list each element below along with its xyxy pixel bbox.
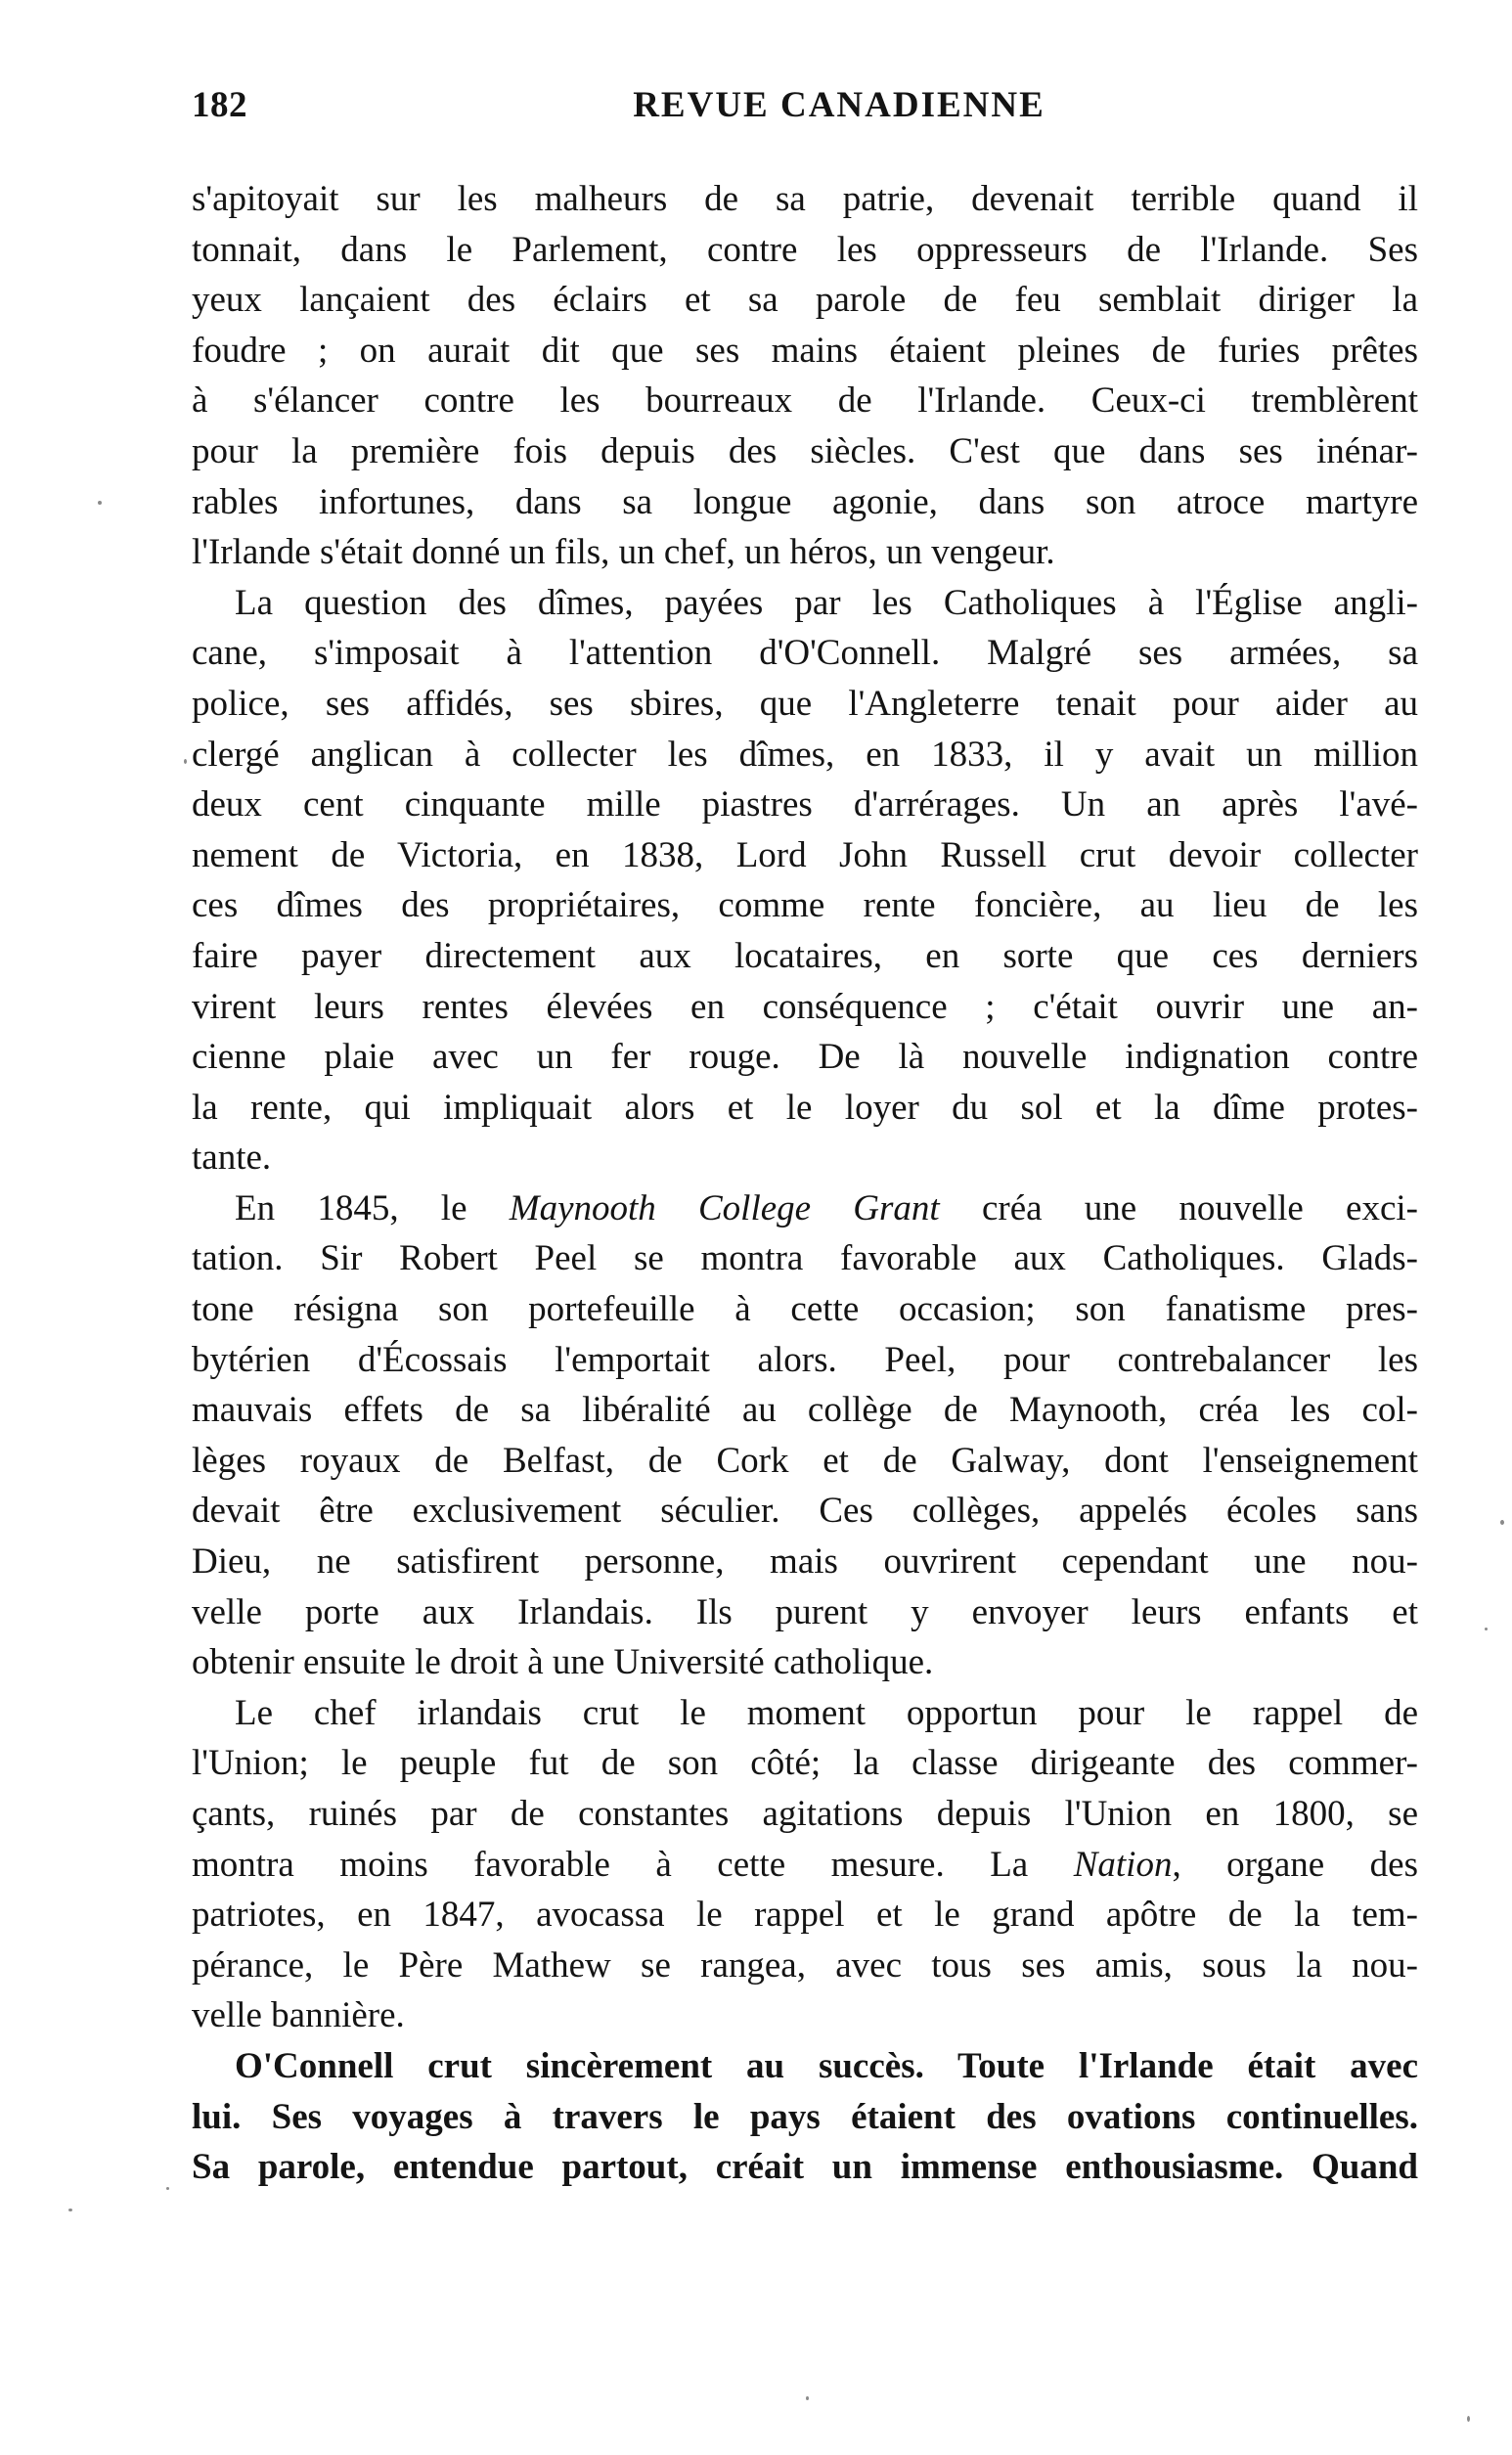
- text-line: rables infortunes, dans sa longue agonie, dans son atroce martyre: [192, 481, 1418, 522]
- text-line: tonnait, dans le Parlement, contre les oppresseurs de l'Irlande. Ses: [192, 229, 1418, 270]
- text-line: pérance, le Père Mathew se rangea, avec tous ses amis, sous la nou-: [192, 1944, 1418, 1986]
- text-line: montra moins favorable à cette mesure. La Nation, organe des: [192, 1844, 1418, 1885]
- scan-speck: [1467, 2416, 1470, 2422]
- text-line: yeux lançaient des éclairs et sa parole de feu semblait diriger la: [192, 280, 1418, 321]
- text-line: tone résigna son portefeuille à cette occasion; son fanatisme pres-: [192, 1289, 1418, 1330]
- text-line: pour la première fois depuis des siècles. C'est que dans ses inénar-: [192, 430, 1418, 471]
- paragraph-first-line: Le chef irlandais crut le moment opportun pour le rappel de: [235, 1692, 1418, 1733]
- text-line: virent leurs rentes élevées en conséquence ; c'était ouvrir une an-: [192, 986, 1418, 1027]
- text-line: patriotes, en 1847, avocassa le rappel et le grand apôtre de la tem-: [192, 1895, 1418, 1936]
- text-line: faire payer directement aux locataires, en sorte que ces derniers: [192, 935, 1418, 976]
- running-head: [192, 84, 1418, 143]
- scan-speck: [184, 759, 187, 764]
- text-line: deux cent cinquante mille piastres d'arrérages. Un an après l'avé-: [192, 784, 1418, 826]
- text-line: lui. Ses voyages à travers le pays étaient des ovations continuelles.: [192, 2096, 1418, 2137]
- text-line: lèges royaux de Belfast, de Cork et de Galway, dont l'enseignement: [192, 1440, 1418, 1481]
- text-line: bytérien d'Écossais l'emportait alors. Peel, pour contrebalancer les: [192, 1339, 1418, 1380]
- text-line: la rente, qui impliquait alors et le loyer du sol et la dîme protes-: [192, 1087, 1418, 1128]
- text-line: l'Irlande s'était donné un fils, un chef, un héros, un vengeur.: [192, 532, 1055, 573]
- text-line: à s'élancer contre les bourreaux de l'Irlande. Ceux-ci tremblèrent: [192, 380, 1418, 422]
- text-line: cane, s'imposait à l'attention d'O'Connell. Malgré ses armées, sa: [192, 633, 1418, 674]
- text-line: l'Union; le peuple fut de son côté; la classe dirigeante des commer-: [192, 1743, 1418, 1784]
- text-line: s'apitoyait sur les malheurs de sa patrie, devenait terrible quand il: [192, 179, 1418, 219]
- text-line: mauvais effets de sa libéralité au collège de Maynooth, créa les col-: [192, 1390, 1418, 1431]
- text-line: tante.: [192, 1138, 272, 1179]
- text-line: police, ses affidés, ses sbires, que l'Angleterre tenait pour aider au: [192, 683, 1418, 724]
- text-line: ces dîmes des propriétaires, comme rente foncière, au lieu de les: [192, 885, 1418, 926]
- text-line: Sa parole, entendue partout, créait un immense enthousiasme. Quand: [192, 2147, 1418, 2188]
- text-line: tation. Sir Robert Peel se montra favorable aux Catholiques. Glads-: [192, 1238, 1418, 1279]
- text-line: foudre ; on aurait dit que ses mains étaient pleines de furies prêtes: [192, 330, 1418, 371]
- page-number: 182: [192, 85, 247, 125]
- text-line: cienne plaie avec un fer rouge. De là nouvelle indignation contre: [192, 1037, 1418, 1078]
- paragraph-first-line: En 1845, le Maynooth College Grant créa une nouvelle exci-: [235, 1187, 1418, 1228]
- scan-speck: [1500, 1520, 1504, 1525]
- scan-speck: [68, 2209, 72, 2211]
- text-line: devait être exclusivement séculier. Ces collèges, appelés écoles sans: [192, 1491, 1418, 1532]
- text-line: obtenir ensuite le droit à une Université catholique.: [192, 1642, 934, 1683]
- text-line: velle bannière.: [192, 1995, 405, 2036]
- scan-speck: [166, 2187, 169, 2190]
- text-line: nement de Victoria, en 1838, Lord John Russell crut devoir collecter: [192, 834, 1418, 875]
- journal-title: REVUE CANADIENNE: [633, 85, 1045, 125]
- text-line: Dieu, ne satisfirent personne, mais ouvrirent cependant une nou-: [192, 1541, 1418, 1583]
- text-line: velle porte aux Irlandais. Ils purent y envoyer leurs enfants et: [192, 1591, 1418, 1632]
- scan-speck: [98, 501, 102, 505]
- body-text: [192, 174, 1418, 2193]
- scan-speck: [1485, 1628, 1488, 1630]
- text-line: clergé anglican à collecter les dîmes, en 1833, il y avait un million: [192, 734, 1418, 775]
- text-line: çants, ruinés par de constantes agitations depuis l'Union en 1800, se: [192, 1794, 1418, 1834]
- paragraph-first-line: La question des dîmes, payées par les Catholiques à l'Église angli-: [235, 582, 1418, 623]
- paragraph-first-line: O'Connell crut sincèrement au succès. Toute l'Irlande était avec: [235, 2045, 1418, 2086]
- scan-speck: [806, 2396, 809, 2400]
